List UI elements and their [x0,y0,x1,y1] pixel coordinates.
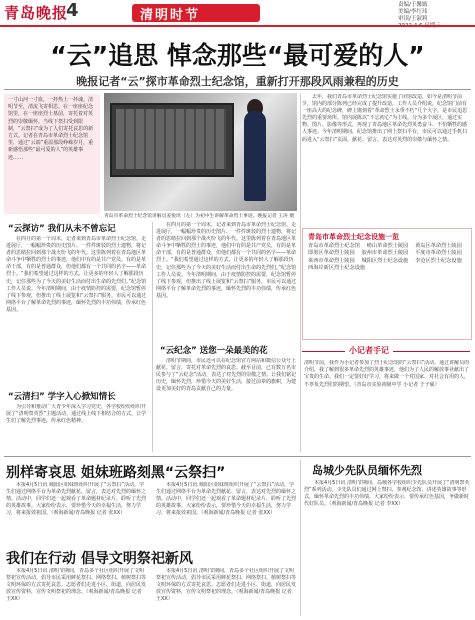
section-body-1b: 在四月的第一个周末，记者来到青岛市革命烈士纪念馆。走进展厅，一幅幅珍贵的历史图片、一件件斑驳的烈士遗物，将记者的思绪拉回到那个战火纷飞的年代。这里陈列着在青岛地区革命斗争中牺牲的烈士的事迹，他们中有的是共产党员，有的是革命干部，有的是普通群众，但他们都有一个共同的名字——革命烈士。“我们希望通过这样的方式，让更多的年轻人了解那段历史，记住那些为了今天的美好生活而付出生命的先烈们。”纪念馆工作人员说。今年清明期间，由于疫情防控的需要，纪念馆暂停了线下参观，但推出了线上展览和“云祭扫”服务。市民可以通过网络平台了解革命先烈的事迹，缅怀先烈的丰功伟绩，传承红色基因。 [156,222,297,299]
headline-rule [4,89,471,90]
section-heading-2: “云清扫” 学字入心掀知情长 [8,392,116,402]
lead-text: 一寸山河一寸血，一抔热土一抔魂。清明节至，清流飞寄相思。在一座座纪念馆里，在一座座烈士墓前，寄托着对英烈的崇敬缅怀。当线下祭扫受到限制，“云祭扫”成为了人们寄托哀思的新方式。记者在青岛市革命烈士纪念馆里，通过“云端”重温那段峥嵘岁月，重新感悟那些“最可爱的人”的英雄事迹…… [8,97,94,161]
article-title-1: 别样寄哀思 姐妹班路刻黑“云祭扫” [6,465,226,481]
main-headline: “云”追思 悼念那些“最可爱的人” [50,41,425,70]
news-photo [104,93,297,211]
memorial-site: 黄岛区革命烈士陵园 [415,243,467,249]
memorial-site: 青岛市革命烈士纪念馆 [308,243,366,249]
article-title-2: 我们在行动 倡导文明祭祀新风 [6,551,193,567]
right-column-text: 去年，我们青岛市革命烈士纪念馆实施了闭馆改造，如今是清明节前夕，馆内的部分陈列已经完成了提升改造。工作人员介绍说，纪念馆门前有一座高大的纪念碑，碑上镌刻着“革命烈士永垂不朽”几个大字，是市民追思先烈的重要场所。馆内展陈以“不忘初心”为主线，分为多个展区，通过实物、图片、影像等形式，再现了青岛地区革命先烈英勇奋斗、不怕牺牲的感人事迹。今年清明期间，纪念馆推出了网上祭扫平台，市民可以通过手机扫码进入“云祭扫”页面，献花、留言，表达对英烈的崇敬与缅怀之情。 [302,94,468,143]
memorial-sites-list [308,243,468,273]
photo-person [244,111,266,201]
section-body-2: 为引导和推动广大青少年深入学习党史，各学校纷纷组织开展了“清明祭英烈”主题活动，通过线上线下相结合的方式，让学生们了解先烈事迹，传承红色精神。 [6,404,147,425]
bottom-rule [4,456,471,457]
credit-editor: 责编/于馨嫣 [398,2,428,8]
article-body-2b: 本报4月5日讯 清明节期间，青岛多个社区组织开展了文明祭祀宣传活动，倡导市民采用鲜花祭扫、网络祭扫、植树祭扫等文明环保的方式寄托哀思。志愿者们走进小区、街道，向居民发放宣传资料，宣传文明祭祀的理念。（观海新闻/青岛晚报 记者 王XX） [156,568,297,603]
article-body-1a: 本报4月5日讯 城阳区姐妹班组织开展了“云祭扫”活动，学生们通过网络平台为革命先烈献花、留言，表达对先烈的缅怀之情。活动中，同学们还一起观看了革命题材纪录片，聆听了先烈的英雄故事。大家纷纷表示，要珍惜今天的幸福生活，努力学习，将来报效祖国。（观海新闻/青岛晚报 记者 张XX） [6,482,147,517]
page-number: 4 [66,0,79,21]
column-divider-right [300,94,301,452]
photo-display-screen [110,103,234,177]
sub-headline: 晚报记者“云”探市革命烈士纪念馆，重新打开那段风雨兼程的历史 [76,75,399,88]
memorial-site: 崂山革命烈士陵园 [366,243,414,249]
memorial-site: 城阳区烈士纪念设施 [361,257,414,264]
tip-label: 小记者手记 [345,345,393,356]
memorial-site: 平度市革命烈士陵园 [415,250,467,257]
memorial-sites-title: 青岛市革命烈士纪念设施一览 [308,233,399,241]
article-body-3: 本报4月5日讯 清明节期间，岛城各学校组织少先队员开展了“清明祭英烈”系列活动。少先队员们通过网上祭扫、参观纪念馆、讲述英雄故事等形式，缅怀革命先烈的丰功伟绩。大家纷纷表示，要传承红色基因，争做新时代好队员。（观海新闻/青岛晚报 记者 李XX） [304,480,470,508]
section-heading-1: “云探访” 我们从未不曾忘记 [8,224,116,234]
bottom-column-divider [300,460,301,616]
section-body-3: 清明节期间，市民还可以在纪念馆官方网站和微信公众号上献花、留言，寄托对革命先烈的哀思。截至目前，已有数万名市民参与了“云纪念”活动，表达了对先烈的崇敬之情。让我们铭记历史，缅怀先烈，珍惜今天的美好生活，接过前辈的旗帜，为建设更加美好的青岛贡献自己的力量。 [156,358,297,393]
section-heading-3: “云纪念” 送您一朵最美的花 [160,346,268,356]
article-body-2a: 本报4月5日讯 清明节期间，青岛多个社区组织开展了文明祭祀宣传活动，倡导市民采用鲜花祭扫、网络祭扫、植树祭扫等文明环保的方式寄托哀思。志愿者们走进小区、街道，向居民发放宣传资料，宣传文明祭祀的理念。（观海新闻/青岛晚报 记者 王XX） [6,568,147,603]
header-rule [0,25,475,27]
memorial-site: 李沧区烈士纪念设施 [415,257,467,264]
memorial-site: 胶州市革命烈士陵园 [361,250,414,257]
credit-designer: 美编/李红玮 [398,9,428,15]
photo-caption: 青岛市革命烈士纪念馆讲解员姜悦瑶（左）为初中生讲解革命烈士事迹。晚报记者 王涛 摄 [104,214,295,219]
column-divider [152,222,153,452]
memorial-site: 莱西市革命烈士陵园 [308,257,360,264]
section-title: 清明时节 [140,8,201,23]
article-body-1b: 本报4月5日讯 城阳区姐妹班组织开展了“云祭扫”活动，学生们通过网络平台为革命先烈献花、留言，表达对先烈的缅怀之情。活动中，同学们还一起观看了革命题材纪录片，聆听了先烈的英雄故事。大家纷纷表示，要珍惜今天的幸福生活，努力学习，将来报效祖国。（观海新闻/青岛晚报 记者 张XX） [156,482,297,517]
section-body-1a: 在四月的第一个周末，记者来到青岛市革命烈士纪念馆。走进展厅，一幅幅珍贵的历史图片、一件件斑驳的烈士遗物，将记者的思绪拉回到那个战火纷飞的年代。这里陈列着在青岛地区革命斗争中牺牲的烈士的事迹，他们中有的是共产党员，有的是革命干部，有的是普通群众，但他们都有一个共同的名字——革命烈士。“我们希望通过这样的方式，让更多的年轻人了解那段历史，记住那些为了今天的美好生活而付出生命的先烈们。”纪念馆工作人员说。今年清明期间，由于疫情防控的需要，纪念馆暂停了线下参观，但推出了线上展览和“云祭扫”服务。市民可以通过网络平台了解革命先烈的事迹，缅怀先烈的丰功伟绩，传承红色基因。 [6,236,147,313]
credit-proofreader: 审读/王淑莉 [398,16,428,22]
article-title-3: 岛城少先队员缅怀先烈 [312,464,422,477]
masthead [0,0,475,24]
memorial-site: 西海岸新区烈士纪念设施 [308,265,371,272]
paper-logo: 青岛晚报 [4,4,69,22]
tip-body: 清明节前，我作为小记者参加了烈士纪念馆的“云祭扫”活动。通过讲解员的介绍，我了解到很多革命先烈的英雄事迹，他们为了人民的解放事业献出了宝贵的生命。我们一定要好好学习，将来做一个对国家、对社会有用的人，不辜负先烈们的期望。（青岛市实验初级中学 小记者 于子硕） [304,360,470,388]
memorial-site: 即墨区革命烈士陵园 [308,250,360,257]
